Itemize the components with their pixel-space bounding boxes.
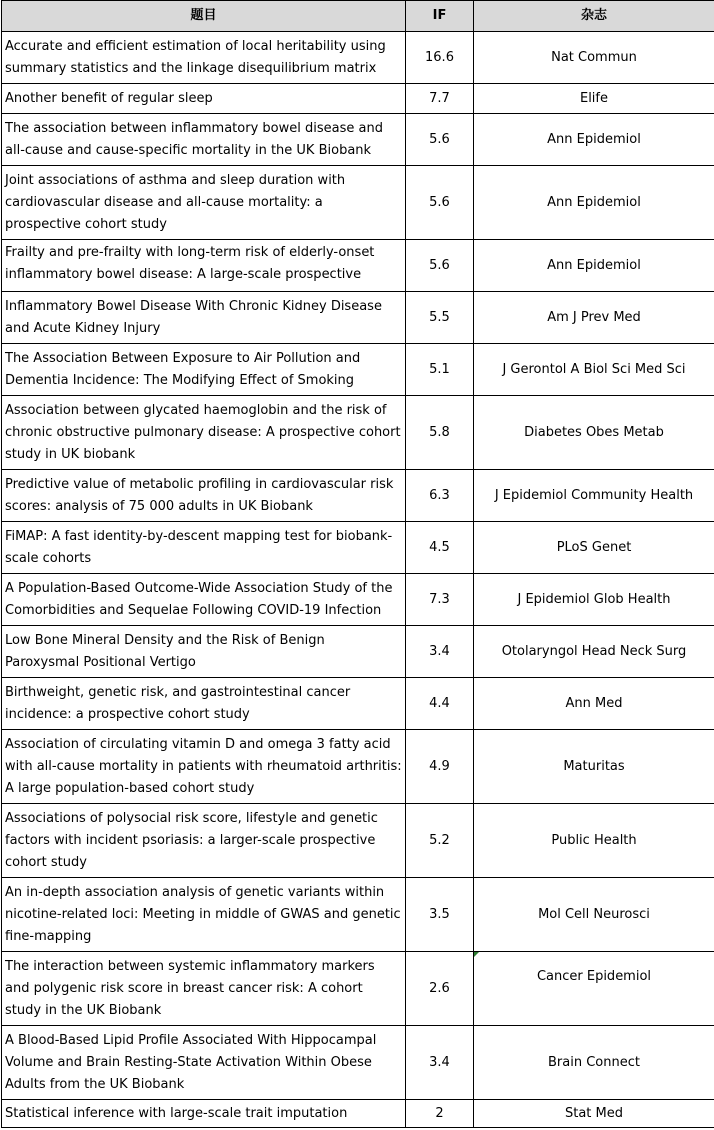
cell-title: Associations of polysocial risk score, lifestyle and genetic factors with incident psoriasis: a larger-scale prospective cohort study <box>2 804 406 878</box>
cell-if: 3.5 <box>406 878 474 952</box>
cell-title: An in-depth association analysis of genetic variants within nicotine-related loci: Meeting in middle of GWAS and genetic fine-mapping <box>2 878 406 952</box>
cell-journal: Otolaryngol Head Neck Surg <box>474 626 714 678</box>
cell-journal: J Epidemiol Community Health <box>474 470 714 522</box>
cell-title: A Blood-Based Lipid Profile Associated With Hippocampal Volume and Brain Resting-State Activation Within Obese Adults from the UK Biobank <box>2 1026 406 1100</box>
cell-if: 4.9 <box>406 730 474 804</box>
cell-journal <box>474 952 714 1026</box>
cell-title: The association between inflammatory bowel disease and all-cause and cause-specific mortality in the UK Biobank <box>2 114 406 166</box>
table-row <box>2 1026 714 1100</box>
cell-if: 2.6 <box>406 952 474 1026</box>
cell-title: Another benefit of regular sleep <box>2 84 406 114</box>
comment-marker-icon <box>474 952 479 957</box>
table-row <box>2 1100 714 1128</box>
cell-journal: Ann Epidemiol <box>474 166 714 240</box>
table-body <box>2 32 714 1128</box>
cell-if: 16.6 <box>406 32 474 84</box>
cell-if: 5.6 <box>406 166 474 240</box>
cell-title: A Population-Based Outcome-Wide Association Study of the Comorbidities and Sequelae Following COVID-19 Infection <box>2 574 406 626</box>
cell-if: 5.2 <box>406 804 474 878</box>
cell-if: 3.4 <box>406 1026 474 1100</box>
cell-title: Accurate and efficient estimation of local heritability using summary statistics and the linkage disequilibrium matrix <box>2 32 406 84</box>
cell-title <box>2 240 406 292</box>
cell-if: 5.5 <box>406 292 474 344</box>
cell-if: 4.5 <box>406 522 474 574</box>
cell-if: 7.7 <box>406 84 474 114</box>
cell-journal: Ann Epidemiol <box>474 240 714 292</box>
cell-journal: Public Health <box>474 804 714 878</box>
cell-if: 5.1 <box>406 344 474 396</box>
table-header <box>2 1 714 32</box>
table-row <box>2 678 714 730</box>
table-row <box>2 470 714 522</box>
cell-if: 5.6 <box>406 114 474 166</box>
cell-title: Joint associations of asthma and sleep duration with cardiovascular disease and all-cause mortality: a prospective cohort study <box>2 166 406 240</box>
cell-journal: J Gerontol A Biol Sci Med Sci <box>474 344 714 396</box>
table-row <box>2 344 714 396</box>
cell-if: 4.4 <box>406 678 474 730</box>
cell-title: Inflammatory Bowel Disease With Chronic Kidney Disease and Acute Kidney Injury <box>2 292 406 344</box>
cell-journal: Ann Epidemiol <box>474 114 714 166</box>
header-title: 题目 <box>2 1 406 32</box>
cell-journal: J Epidemiol Glob Health <box>474 574 714 626</box>
table-row <box>2 240 714 292</box>
cell-journal: Ann Med <box>474 678 714 730</box>
cell-title: The interaction between systemic inflammatory markers and polygenic risk score in breast cancer risk: A cohort study in the UK Biobank <box>2 952 406 1026</box>
table-row <box>2 804 714 878</box>
cell-journal: Maturitas <box>474 730 714 804</box>
cell-if: 5.6 <box>406 240 474 292</box>
table-row <box>2 952 714 1026</box>
cell-if: 6.3 <box>406 470 474 522</box>
cell-journal: Elife <box>474 84 714 114</box>
cell-journal: Stat Med <box>474 1100 714 1128</box>
cell-journal: Diabetes Obes Metab <box>474 396 714 470</box>
cell-title: Association of circulating vitamin D and omega 3 fatty acid with all-cause mortality in patients with rheumatoid arthritis: A large population-based cohort study <box>2 730 406 804</box>
table-row <box>2 32 714 84</box>
cell-title: FiMAP: A fast identity-by-descent mapping test for biobank-scale cohorts <box>2 522 406 574</box>
papers-table <box>1 0 714 1128</box>
table-row <box>2 522 714 574</box>
table-row <box>2 626 714 678</box>
cell-title-text: Frailty and pre-frailty with long-term risk of elderly-onset inflammatory bowel disease: A large-scale prospective <box>5 244 375 282</box>
header-journal: 杂志 <box>474 1 714 32</box>
cell-journal: Brain Connect <box>474 1026 714 1100</box>
cell-journal-text: Cancer Epidemiol <box>536 969 652 984</box>
cell-journal: Mol Cell Neurosci <box>474 878 714 952</box>
table-row <box>2 730 714 804</box>
cell-title: Association between glycated haemoglobin and the risk of chronic obstructive pulmonary disease: A prospective cohort study in UK biobank <box>2 396 406 470</box>
cell-if: 7.3 <box>406 574 474 626</box>
table-row <box>2 84 714 114</box>
header-row <box>2 1 714 32</box>
table-row <box>2 114 714 166</box>
cell-title: Predictive value of metabolic profiling in cardiovascular risk scores: analysis of 75 000 adults in UK Biobank <box>2 470 406 522</box>
header-if: IF <box>406 1 474 32</box>
table-row <box>2 292 714 344</box>
cell-title: Statistical inference with large-scale trait imputation <box>2 1100 406 1128</box>
cell-title: The Association Between Exposure to Air Pollution and Dementia Incidence: The Modifying Effect of Smoking <box>2 344 406 396</box>
cell-journal: PLoS Genet <box>474 522 714 574</box>
table-row <box>2 574 714 626</box>
cell-if: 5.8 <box>406 396 474 470</box>
cell-if: 3.4 <box>406 626 474 678</box>
cell-journal: Am J Prev Med <box>474 292 714 344</box>
cell-title: Birthweight, genetic risk, and gastrointestinal cancer incidence: a prospective cohort study <box>2 678 406 730</box>
table-row <box>2 878 714 952</box>
cell-if: 2 <box>406 1100 474 1128</box>
table-row <box>2 396 714 470</box>
cell-title: Low Bone Mineral Density and the Risk of Benign Paroxysmal Positional Vertigo <box>2 626 406 678</box>
cell-journal: Nat Commun <box>474 32 714 84</box>
table-row <box>2 166 714 240</box>
